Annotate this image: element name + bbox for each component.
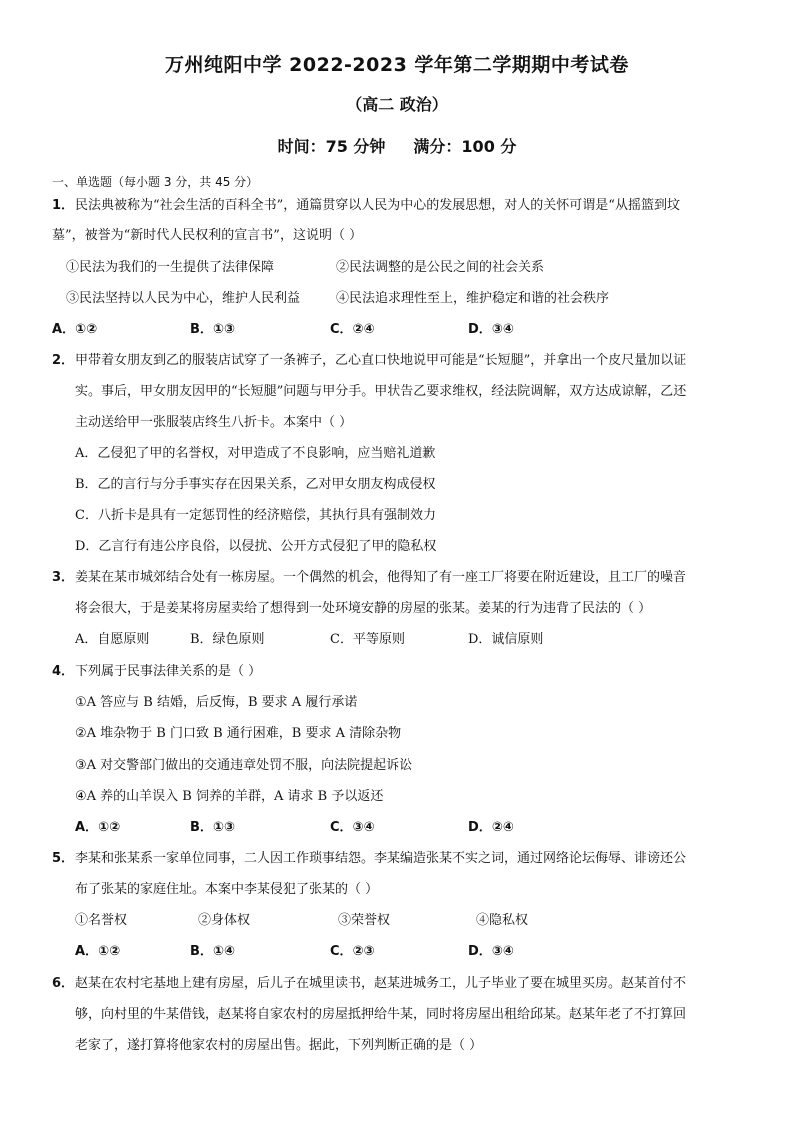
question-2-stem-line-3: 主动送给甲一张服装店终生八折卡。本案中（ ） xyxy=(75,415,353,430)
question-2-option-c: C．八折卡是具有一定惩罚性的经济赔偿，其执行具有强制效力 xyxy=(75,508,436,523)
question-4-option-d: D．②④ xyxy=(468,820,514,835)
question-4-option-c: C．③④ xyxy=(330,820,375,835)
question-1-option-b: B．①③ xyxy=(190,322,235,337)
question-6-stem-line-2: 够，向村里的牛某借钱，赵某将自家农村的房屋抵押给牛某，同时将房屋出租给邱某。赵某年老了不打算回 xyxy=(75,1007,687,1022)
question-5-statement-4: ④隐私权 xyxy=(476,913,529,928)
question-1-option-a: A．①② xyxy=(52,322,98,337)
question-3-option-c: C．平等原则 xyxy=(330,632,405,647)
question-5-option-c: C．②③ xyxy=(330,944,375,959)
question-1-stem-line-2: 墓”，被誉为“新时代人民权利的宣言书”，这说明（ ） xyxy=(52,228,363,243)
question-2-option-d: D．乙言行有违公序良俗，以侵扰、公开方式侵犯了甲的隐私权 xyxy=(75,539,437,554)
question-5-option-d: D．③④ xyxy=(468,944,514,959)
question-4-statement-2: ②A 堆杂物于 B 门口致 B 通行困难，B 要求 A 清除杂物 xyxy=(75,726,402,741)
question-6-number: 6． xyxy=(52,976,75,991)
question-4-option-b: B．①③ xyxy=(190,820,235,835)
question-1-statement-1: ①民法为我们的一生提供了法律保障 xyxy=(66,260,275,275)
question-4-statement-4: ④A 养的山羊误入 B 饲养的羊群，A 请求 B 予以返还 xyxy=(75,789,384,804)
question-4-statement-3: ③A 对交警部门做出的交通违章处罚不服，向法院提起诉讼 xyxy=(75,758,413,773)
question-5-option-b: B．①④ xyxy=(190,944,235,959)
question-1-statement-3: ③民法坚持以人民为中心，维护人民利益 xyxy=(66,291,301,306)
question-5-statement-1: ①名誉权 xyxy=(75,913,128,928)
question-5-stem-line-1: 李某和张某系一家单位同事，二人因工作琐事结怨。李某编造张某不实之词，通过网络论坛侮辱、诽谤还公 xyxy=(75,851,687,866)
question-3-option-a: A．自愿原则 xyxy=(75,632,150,647)
question-3-number: 3． xyxy=(52,570,75,585)
question-2-stem-line-2: 实。事后，甲女朋友因甲的“长短腿”问题与甲分手。甲状告乙要求维权，经法院调解，双方达成谅解，乙还 xyxy=(75,384,687,399)
question-1-option-c: C．②④ xyxy=(330,322,375,337)
question-1-option-d: D．③④ xyxy=(468,322,514,337)
exam-time: 时间：75 分钟 xyxy=(277,137,386,156)
question-2-option-b: B．乙的言行与分手事实存在因果关系，乙对甲女朋友构成侵权 xyxy=(75,477,436,492)
exam-title: 万州纯阳中学 2022-2023 学年第二学期期中考试卷 xyxy=(165,54,629,76)
question-1-stem-line-1: 民法典被称为“社会生活的百科全书”，通篇贯穿以人民为中心的发展思想，对人的关怀可谓是“从摇篮到坟 xyxy=(75,198,680,213)
question-5-option-a: A．①② xyxy=(75,944,121,959)
question-3-stem-line-1: 姜某在某市城郊结合处有一栋房屋。一个偶然的机会，他得知了有一座工厂将要在附近建设，且工厂的噪音 xyxy=(75,570,687,585)
question-3-option-d: D．诚信原则 xyxy=(468,632,544,647)
question-1-statement-4: ④民法追求理性至上，维护稳定和谐的社会秩序 xyxy=(336,291,610,306)
question-6-stem-line-1: 赵某在农村宅基地上建有房屋，后儿子在城里读书，赵某进城务工，儿子毕业了要在城里买房。赵某首付不 xyxy=(75,976,687,991)
question-6-stem-line-3: 老家了，遂打算将他家农村的房屋出售。据此，下列判断正确的是（ ） xyxy=(75,1038,483,1053)
exam-score: 满分：100 分 xyxy=(413,137,517,156)
question-3-stem-line-2: 将会很大，于是姜某将房屋卖给了想得到一处环境安静的房屋的张某。姜某的行为违背了民法的（ ） xyxy=(75,601,652,616)
question-2-option-a: A．乙侵犯了甲的名誉权，对甲造成了不良影响，应当赔礼道歉 xyxy=(75,446,436,461)
exam-time-score xyxy=(0,134,794,157)
question-5-number: 5． xyxy=(52,851,75,866)
question-4-option-a: A．①② xyxy=(75,820,121,835)
question-1-number: 1． xyxy=(52,198,75,213)
question-2-stem-line-1: 甲带着女朋友到乙的服装店试穿了一条裤子，乙心直口快地说甲可能是“长短腿”，并拿出一个皮尺量加以证 xyxy=(75,353,687,368)
question-4-number: 4． xyxy=(52,664,75,679)
question-3-option-b: B．绿色原则 xyxy=(190,632,265,647)
question-5-stem-line-2: 布了张某的家庭住址。本案中李某侵犯了张某的（ ） xyxy=(75,882,379,897)
question-4-statement-1: ①A 答应与 B 结婚，后反悔，B 要求 A 履行承诺 xyxy=(75,695,358,710)
question-2-number: 2． xyxy=(52,353,75,368)
section-heading: 一、单选题（每小题 3 分，共 45 分） xyxy=(52,175,259,189)
question-4-stem-line-1: 下列属于民事法律关系的是（ ） xyxy=(75,664,262,679)
question-5-statement-3: ③荣誉权 xyxy=(338,913,391,928)
question-1-statement-2: ②民法调整的是公民之间的社会关系 xyxy=(336,260,545,275)
exam-subtitle: （高二 政治） xyxy=(346,95,448,114)
question-5-statement-2: ②身体权 xyxy=(198,913,251,928)
